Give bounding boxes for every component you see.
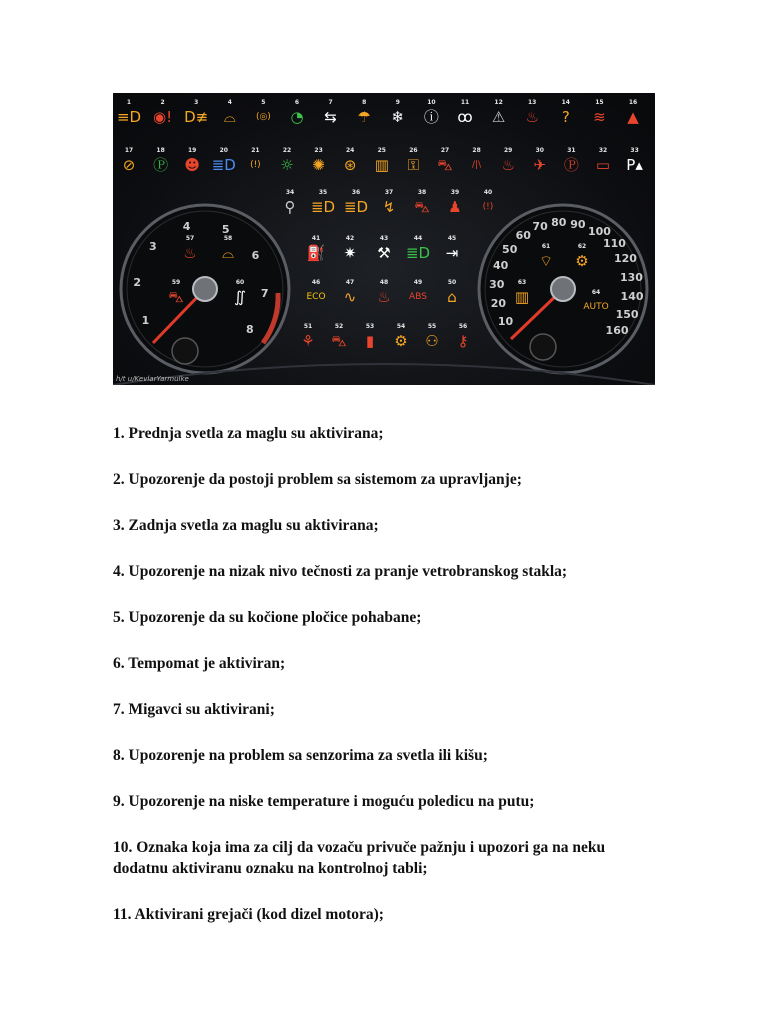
dashboard-icon-34 (277, 189, 303, 219)
hazard-icon: ▲ (627, 108, 639, 126)
icon-number: 41 (311, 235, 321, 242)
dashboard-icon-4 (217, 99, 243, 129)
seatbelt-icon: ☻ (184, 156, 200, 174)
icon-number: 22 (282, 147, 292, 154)
tachometer-number: 1 (141, 314, 150, 327)
dashboard-icon-5 (250, 99, 276, 129)
rain-light-sensor-icon: ☂ (357, 108, 371, 126)
icon-number: 54 (396, 323, 406, 330)
icon-number: 36 (351, 189, 361, 196)
info-icon: ⓘ (423, 108, 439, 126)
road-warning-icon: ⚠ (491, 108, 506, 126)
icon-number: 8 (362, 99, 367, 106)
icon-number: 52 (334, 323, 344, 330)
dashboard-icon-55 (419, 323, 445, 353)
airbag-icon: ✈ (533, 156, 547, 174)
coolant-temp-icon: ♨ (501, 156, 515, 174)
coolant-level-icon: ♨ (377, 288, 391, 306)
dashboard-image (113, 93, 655, 385)
dashboard-icon-56 (450, 323, 476, 353)
car-alarm-icon: ⛍ (437, 156, 453, 174)
dashboard-icon-27 (432, 147, 458, 177)
brake-warning-icon: (!) (482, 202, 494, 212)
frost-icon: ❄ (391, 108, 405, 126)
icon-number: 33 (630, 147, 639, 154)
speedometer-number: 100 (588, 224, 611, 238)
description-list (113, 423, 658, 950)
dashboard-icon-21 (242, 147, 268, 177)
icon-number: 13 (528, 99, 537, 106)
icon-number: 58 (223, 235, 233, 242)
front-fog-light-icon: ≡D (116, 108, 142, 126)
tachometer-number: 5 (221, 223, 230, 237)
dashboard-icon-23 (306, 147, 332, 177)
icon-number: 14 (561, 99, 570, 106)
speedometer-number: 140 (620, 289, 644, 303)
immobilizer-icon: ⚿ (407, 156, 420, 174)
fuel-low-icon: ▮ (365, 332, 375, 350)
dashboard-icon-44 (405, 235, 431, 265)
pedestrian-icon: ⚲ (284, 198, 296, 216)
parking-assist-icon: P▴ (626, 156, 643, 174)
dashboard-icon-49 (405, 279, 431, 309)
dashboard-icon-16 (620, 99, 646, 129)
fuel-filter-icon: ↯ (382, 198, 396, 216)
icon-number: 47 (345, 279, 355, 286)
dashboard-icon-45 (439, 235, 465, 265)
dashboard-icon-20 (211, 147, 237, 177)
icon-number: 44 (413, 235, 423, 242)
key-battery-icon: ⚷ (457, 332, 469, 350)
icon-number: 50 (447, 279, 457, 286)
speedometer-hub (551, 277, 575, 301)
dashboard-icon-57 (177, 235, 203, 265)
dashboard-icon-10 (418, 99, 444, 129)
dashboard-icon-53 (357, 323, 383, 353)
dashboard-icon-26 (400, 147, 426, 177)
icon-number: 24 (346, 147, 355, 154)
adaptive-light-icon: ≣D (343, 198, 369, 216)
dashboard-icon-39 (442, 189, 468, 219)
list-item: 5. Upozorenje da su kočione pločice pohabane; (113, 609, 422, 626)
speedometer-number: 70 (532, 219, 548, 233)
dashboard-icon-8 (351, 99, 377, 129)
dashboard-icon-14 (553, 99, 579, 129)
dashboard-icon-51 (295, 323, 321, 353)
icon-number: 53 (365, 323, 375, 330)
airbag-off-icon: ♟ (448, 198, 462, 216)
speedometer-number: 90 (570, 217, 586, 231)
dashboard-icon-43 (371, 235, 397, 265)
rear-fog-light-icon: D≢ (184, 108, 209, 126)
icon-number: 45 (447, 235, 457, 242)
list-item: 3. Zadnja svetla za maglu su aktivirana; (113, 517, 379, 534)
icon-number: 43 (379, 235, 389, 242)
speedometer-number: 80 (551, 216, 567, 230)
dashboard-icon-17 (116, 147, 142, 177)
tire-pressure-icon: (!) (250, 160, 261, 170)
list-item: 10. Oznaka koja ima za cilj da vozaču privuče pažnju i upozori ga na neku dodatnu aktiviranu oznaku na kontrolnoj tabli; (113, 839, 606, 877)
engine-check-icon: ⚙ (575, 252, 589, 270)
icon-number: 27 (440, 147, 450, 154)
tachometer-number: 3 (149, 239, 157, 253)
icon-number: 21 (251, 147, 260, 154)
icon-number: 5 (261, 99, 266, 106)
icon-number: 46 (311, 279, 321, 286)
brake-pads-icon: (◎) (255, 112, 271, 122)
dashboard-icon-60 (227, 279, 253, 309)
list-item: 9. Upozorenje na niske temperature i moguću poledicu na putu; (113, 793, 535, 810)
icon-number: 60 (235, 279, 245, 286)
dashboard-icon-29 (495, 147, 521, 177)
list-item: 8. Upozorenje na problem sa senzorima za svetla ili kišu; (113, 747, 488, 764)
dashboard-icon-52 (326, 323, 352, 353)
dashboard-icon-46 (303, 279, 329, 309)
dashboard-icon-35 (310, 189, 336, 219)
icon-number: 18 (156, 147, 165, 154)
list-item: 2. Upozorenje da postoji problem sa sistemom za upravljanje; (113, 471, 522, 488)
dashboard-icon-6 (284, 99, 310, 129)
speedometer-number: 160 (605, 324, 629, 338)
icon-number: 19 (188, 147, 197, 154)
speedometer-number: 40 (492, 259, 509, 273)
fuel-icon: ⛽ (306, 244, 326, 262)
dashboard-icon-37 (376, 189, 402, 219)
icon-number: 56 (458, 323, 468, 330)
icon-number: 28 (472, 147, 481, 154)
slippery-road-icon: /|\ (472, 160, 482, 170)
dashboard-icon-58 (215, 235, 241, 265)
icon-number: 39 (450, 189, 460, 196)
seatbelt-reminder-icon: ✷ (343, 244, 357, 262)
parking-brake-icon: Ⓟ (563, 156, 579, 174)
icon-number: 34 (285, 189, 295, 196)
dashboard-icon-30 (527, 147, 553, 177)
key-icon: ⊘ (122, 156, 136, 174)
handbrake-icon: Ⓟ (153, 156, 169, 174)
dashboard-icon-62 (569, 243, 595, 273)
icon-number: 10 (427, 99, 436, 106)
icon-number: 7 (328, 99, 333, 106)
glow-plug-icon: ꝏ (457, 108, 473, 126)
dashboard-icon-2 (150, 99, 176, 129)
icon-number: 15 (595, 99, 604, 106)
icon-number: 61 (541, 243, 551, 250)
list-item: 4. Upozorenje na nizak nivo tečnosti za pranje vetrobranskog stakla; (113, 563, 568, 580)
dashboard-icon-13 (519, 99, 545, 129)
door-ajar-icon: ⛍ (168, 288, 184, 306)
icon-number: 59 (171, 279, 181, 286)
dashboard-icon-12 (486, 99, 512, 129)
service-wrench-icon: ⚒ (377, 244, 391, 262)
icon-number: 57 (185, 235, 195, 242)
engine-oil-icon: ⚘ (301, 332, 315, 350)
icon-number: 64 (591, 289, 601, 296)
dashboard-icon-25 (369, 147, 395, 177)
icon-number: 38 (417, 189, 427, 196)
icon-number: 20 (219, 147, 228, 154)
icon-number: 12 (494, 99, 503, 106)
water-in-fuel-icon: ∿ (343, 288, 357, 306)
icon-number: 3 (194, 99, 199, 106)
icon-number: 62 (577, 243, 587, 250)
icon-number: 4 (227, 99, 232, 106)
dashboard-icon-3 (183, 99, 209, 129)
tachometer-number: 4 (182, 219, 191, 233)
list-item: 7. Migavci su aktivirani; (113, 701, 275, 718)
dpf-icon: ⊛ (343, 156, 357, 174)
wiper-fault-icon: ⌔ (538, 252, 554, 270)
icon-number: 63 (517, 279, 527, 286)
dashboard-icon-1 (116, 99, 142, 129)
dashboard-icon-32 (590, 147, 616, 177)
speedometer-number: 150 (615, 308, 639, 322)
dashboard-icon-7 (318, 99, 344, 129)
oil-level-icon: ♨ (525, 108, 539, 126)
icon-number: 17 (124, 147, 134, 154)
dashboard-icon-40 (475, 189, 501, 219)
dashboard-icon-38 (409, 189, 435, 219)
dashboard-icon-48 (371, 279, 397, 309)
tachometer-number: 2 (133, 275, 141, 289)
low-beam-icon: ≣D (405, 244, 431, 262)
dashboard-icon-50 (439, 279, 465, 309)
windscreen-defrost-icon: ⌓ (222, 244, 234, 262)
oil-pressure-icon: ♨ (183, 244, 197, 262)
icon-number: 49 (413, 279, 423, 286)
tachometer-hub (193, 277, 217, 301)
dashboard-icon-19 (179, 147, 205, 177)
dashboard-icon-61 (533, 243, 559, 273)
speedometer-number: 10 (497, 315, 514, 328)
oil-unknown-icon: ? (561, 108, 570, 126)
traction-control-icon: ∬ (234, 288, 246, 306)
washer-fluid-icon: ⌓ (223, 108, 236, 126)
list-item: 1. Prednja svetla za maglu su aktivirana; (113, 425, 384, 442)
list-item: 6. Tempomat je aktiviran; (113, 655, 286, 672)
door-open-icon: ⇥ (445, 244, 459, 262)
cruise-control-icon: ◔ (290, 108, 304, 126)
dashboard-icon-15 (586, 99, 612, 129)
dashboard-icon-33 (622, 147, 648, 177)
icon-number: 6 (294, 99, 300, 106)
icon-number: 51 (303, 323, 313, 330)
high-beam-icon: ≣D (211, 156, 236, 174)
icon-number: 55 (427, 323, 437, 330)
abs-icon: ABS (409, 292, 427, 302)
dashboard-icon-41 (303, 235, 329, 265)
icon-number: 32 (598, 147, 608, 154)
tachometer-number: 6 (251, 248, 260, 262)
dashboard-icon-22 (274, 147, 300, 177)
icon-number: 11 (460, 99, 470, 106)
trunk-open-icon: ⛍ (414, 198, 430, 216)
icon-number: 9 (395, 99, 400, 106)
lane-assist-icon: ≋ (593, 108, 606, 126)
turn-signals-icon: ⇆ (324, 108, 337, 126)
convertible-roof-icon: ⌂ (447, 288, 457, 306)
dashboard-icon-64 (583, 289, 609, 319)
icon-number: 23 (314, 147, 323, 154)
dashboard-icon-24 (337, 147, 363, 177)
dashboard-icon-42 (337, 235, 363, 265)
dashboard-icon-47 (337, 279, 363, 309)
catalytic-icon: ▥ (374, 156, 389, 174)
steering-warning-icon: ◉! (153, 108, 173, 126)
dashboard-icon-28 (464, 147, 490, 177)
icon-number: 40 (483, 189, 493, 196)
gearbox-icon: ⚙ (394, 332, 408, 350)
icon-number: 37 (384, 189, 394, 196)
icon-number: 48 (379, 279, 389, 286)
list-item: 11. Aktivirani grejači (kod dizel motora); (113, 906, 384, 923)
icon-number: 42 (345, 235, 355, 242)
eco-icon: ECO (306, 292, 326, 302)
image-credit: h/t u/KevlarYarmulke (116, 375, 189, 383)
car-lock-icon: ⛍ (331, 332, 347, 350)
icon-number: 1 (126, 99, 132, 106)
bulb-fault-icon: ✺ (312, 156, 325, 174)
headlight-range-icon: ≣D (310, 198, 336, 216)
dashboard-icon-59 (163, 279, 189, 309)
icon-number: 30 (535, 147, 544, 154)
battery-icon: ▭ (595, 156, 611, 174)
dashboard-icon-9 (385, 99, 411, 129)
dashboard-icon-11 (452, 99, 478, 129)
dashboard-icon-36 (343, 189, 369, 219)
speedometer-number: 30 (489, 278, 505, 292)
rear-defrost-icon: ▥ (514, 288, 530, 306)
speedometer-number: 60 (515, 229, 531, 243)
tachometer-number: 8 (246, 323, 254, 337)
icon-number: 16 (628, 99, 638, 106)
icon-number: 2 (160, 99, 165, 106)
suspension-icon: ⚇ (425, 332, 439, 350)
dashboard-icon-63 (509, 279, 535, 309)
speedometer-number: 130 (619, 270, 643, 284)
speedometer-number: 20 (490, 297, 507, 311)
icon-number: 29 (504, 147, 513, 154)
speedometer-number: 120 (613, 252, 637, 266)
speedometer-number: 50 (502, 242, 518, 256)
icon-number: 26 (409, 147, 418, 154)
dashboard-icon-54 (388, 323, 414, 353)
speedometer-number: 110 (603, 236, 626, 250)
dashboard-icon-18 (148, 147, 174, 177)
sidelights-icon: ☼ (280, 156, 294, 174)
tachometer-number: 7 (260, 286, 269, 300)
dashboard-icon-31 (558, 147, 584, 177)
icon-number: 35 (318, 189, 328, 196)
auto-wiper-icon: AUTO (583, 302, 609, 312)
icon-number: 25 (377, 147, 386, 154)
icon-number: 31 (567, 147, 576, 154)
